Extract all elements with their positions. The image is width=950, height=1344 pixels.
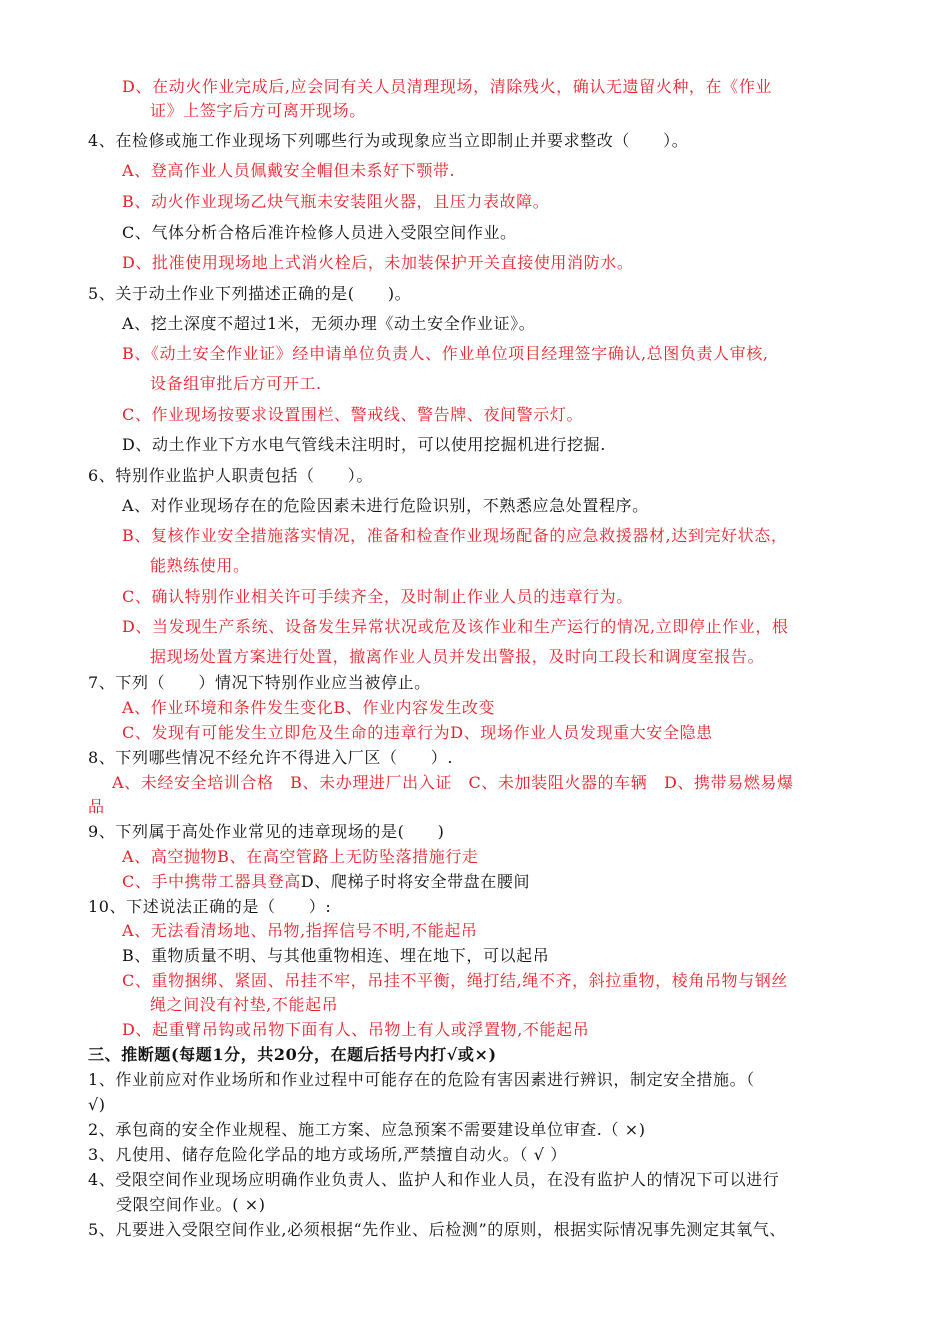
- text-line: [122, 846, 479, 868]
- text-line: [88, 1069, 755, 1091]
- text-line: [122, 525, 787, 547]
- text-line: [122, 191, 549, 213]
- line-text: 据现场处置方案进行处置，撤离作业人员并发出警报，及时向工段长和调度室报告。: [150, 647, 765, 666]
- line-text: 3、凡使用、储存危险化学品的地方或场所,严禁擅自动火。（ √ ）: [88, 1145, 567, 1164]
- line-text: B、复核作业安全措施落实情况，准备和检查作业现场配备的应急救援器材,达到完好状态，: [122, 526, 788, 545]
- text-line: [150, 994, 338, 1016]
- text-line: [88, 1094, 106, 1116]
- line-text: A、无法看清场地、吊物,指挥信号不明,不能起吊: [122, 921, 478, 940]
- text-line: [112, 772, 794, 794]
- text-line: [122, 616, 789, 638]
- line-text: B、《动土安全作业证》经申请单位负责人、作业单位项目经理签字确认,总图负责人审核,: [122, 344, 769, 363]
- text-line: [122, 404, 583, 426]
- text-line: [122, 945, 549, 967]
- text-line: [116, 1194, 266, 1216]
- line-text: 2、承包商的安全作业规程、施工方案、应急预案不需要建设单位审查.（ ×): [88, 1120, 646, 1139]
- line-text: 绳之间没有衬垫,不能起吊: [150, 995, 339, 1014]
- line-text: 6、特别作业监护人职责包括（ ）。: [88, 466, 373, 485]
- text-line: [150, 555, 250, 577]
- line-text: C、确认特别作业相关许可手续齐全，及时制止作业人员的违章行为。: [122, 587, 633, 606]
- text-line: [88, 1119, 646, 1141]
- text-line: [122, 697, 495, 719]
- text-line: [88, 465, 373, 487]
- text-line: [122, 970, 788, 992]
- line-text: A、未经安全培训合格 B、未办理进厂出入证 C、未加装阻火器的车辆 D、携带易燃易爆: [112, 773, 794, 792]
- line-text: B、动火作业现场乙炔气瓶未安装阻火器，且压力表故障。: [122, 192, 550, 211]
- line-text: 7、下列（ ）情况下特别作业应当被停止。: [88, 673, 431, 692]
- text-line: [150, 646, 764, 668]
- text-line: [122, 343, 769, 365]
- text-line: [88, 821, 444, 843]
- line-text: A、挖土深度不超过1米，无须办理《动土安全作业证》。: [122, 314, 536, 333]
- text-line: [88, 1144, 567, 1166]
- line-text: A、对作业现场存在的危险因素未进行危险识别，不熟悉应急处置程序。: [122, 496, 649, 515]
- line-text: D、动土作业下方水电气管线未注明时，可以使用挖掘机进行挖掘.: [122, 435, 606, 454]
- text-line: [88, 130, 688, 152]
- line-text: B、重物质量不明、与其他重物相连、埋在地下，可以起吊: [122, 946, 550, 965]
- line-text: 证》上签字后方可离开现场。: [150, 101, 366, 120]
- text-line: [88, 1044, 497, 1066]
- line-text: 5、关于动土作业下列描述正确的是( )。: [88, 284, 412, 303]
- text-line: [122, 1019, 589, 1041]
- text-line: [122, 76, 772, 98]
- line-text: A、高空抛物B、在高空管路上无防坠落措施行走: [122, 847, 479, 866]
- text-line: [150, 100, 366, 122]
- line-text: 品: [88, 797, 105, 816]
- line-text: D、当发现生产系统、设备发生异常状况或危及该作业和生产运行的情况,立即停止作业，根: [122, 617, 789, 636]
- line-text: 能熟练使用。: [150, 556, 250, 575]
- text-line: [122, 495, 649, 517]
- line-text: 设备组审批后方可开工.: [150, 374, 322, 393]
- line-text: C、作业现场按要求设置围栏、警戒线、警告牌、夜间警示灯。: [122, 405, 584, 424]
- text-line: [88, 1219, 786, 1241]
- line-text: √): [88, 1095, 106, 1114]
- text-line: [122, 434, 606, 456]
- line-text: 三、推断题(每题1分，共20分，在题后括号内打√或×): [88, 1045, 497, 1064]
- text-line: [122, 252, 633, 274]
- line-text: A、登高作业人员佩戴安全帽但未系好下颚带.: [122, 161, 456, 180]
- line-text-rest: D、爬梯子时将安全带盘在腰间: [300, 872, 531, 891]
- line-text: 10、下述说法正确的是（ ）:: [88, 897, 332, 916]
- text-line: [88, 796, 105, 818]
- line-text: D、批准使用现场地上式消火栓后，未加装保护开关直接使用消防水。: [122, 253, 634, 272]
- text-line: [88, 1169, 779, 1191]
- line-text: 4、受限空间作业现场应明确作业负责人、监护人和作业人员，在没有监护人的情况下可以进行: [88, 1170, 780, 1189]
- line-text: C、手中携带工器具登高: [122, 872, 301, 891]
- line-text: C、气体分析合格后准许检修人员进入受限空间作业。: [122, 223, 517, 242]
- text-line: [122, 313, 535, 335]
- text-line: [150, 373, 322, 395]
- text-line: [88, 747, 453, 769]
- line-text: 8、下列哪些情况不经允许不得进入厂区（ ）.: [88, 748, 454, 767]
- line-text: 5、凡要进入受限空间作业,必须根据“先作业、后检测”的原则，根据实际情况事先测定其氧气、: [88, 1220, 787, 1239]
- text-line: [122, 722, 713, 744]
- line-text: D、在动火作业完成后,应会同有关人员清理现场，清除残火，确认无遗留火种，在《作业: [122, 77, 772, 96]
- text-line: [88, 672, 431, 694]
- text-line: [122, 222, 517, 244]
- text-line: [122, 160, 455, 182]
- line-text: 4、在检修或施工作业现场下列哪些行为或现象应当立即制止并要求整改（ ）。: [88, 131, 689, 150]
- line-text: D、起重臂吊钩或吊物下面有人、吊物上有人或浮置物,不能起吊: [122, 1020, 590, 1039]
- line-text: 受限空间作业。( ×): [116, 1195, 266, 1214]
- line-text: C、重物捆绑、紧固、吊挂不牢，吊挂不平衡，绳打结,绳不齐，斜拉重物，棱角吊物与钢丝: [122, 971, 788, 990]
- line-text: A、作业环境和条件发生变化B、作业内容发生改变: [122, 698, 496, 717]
- text-line: [88, 896, 331, 918]
- text-line: [122, 871, 530, 893]
- line-text: 1、作业前应对作业场所和作业过程中可能存在的危险有害因素进行辨识，制定安全措施。（: [88, 1070, 755, 1089]
- text-line: [88, 283, 411, 305]
- text-line: [122, 920, 478, 942]
- line-text: C、发现有可能发生立即危及生命的违章行为D、现场作业人员发现重大安全隐患: [122, 723, 713, 742]
- line-text: 9、下列属于高处作业常见的违章现场的是( ): [88, 822, 445, 841]
- text-line: [122, 586, 633, 608]
